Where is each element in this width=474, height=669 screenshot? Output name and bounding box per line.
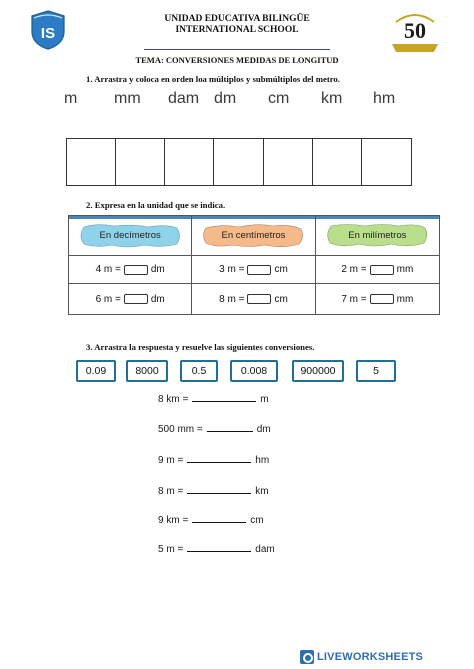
unit-token-cm[interactable]: cm — [268, 90, 290, 107]
answer-input[interactable] — [370, 265, 394, 275]
answer-drop-line[interactable] — [192, 514, 246, 523]
question-1-prompt: 1. Arrastra y coloca en orden loa múltiplos y submúltiplos del metro. — [86, 74, 340, 84]
unit-token-km[interactable]: km — [321, 90, 343, 107]
conversion-cell: 4 m = dm — [69, 256, 192, 284]
answer-chips — [0, 360, 474, 384]
answer-drop-line[interactable] — [187, 454, 251, 463]
school-logo-text: IS — [40, 25, 56, 42]
drop-zone-5[interactable] — [264, 139, 313, 185]
unit-token-m[interactable]: m — [64, 90, 78, 107]
unit-token-dam[interactable]: dam — [168, 90, 200, 107]
answer-input[interactable] — [370, 294, 394, 304]
header-divider — [144, 49, 330, 50]
answer-drop-line[interactable] — [187, 543, 251, 552]
order-drop-zones — [66, 138, 412, 186]
header-decimetros — [69, 216, 192, 256]
answer-drop-line[interactable] — [207, 423, 253, 432]
answer-chip[interactable]: 5 — [356, 360, 396, 382]
drop-zone-3[interactable] — [165, 139, 214, 185]
exercise-row: 5 m = dam — [158, 544, 275, 555]
unit-token-mm[interactable]: mm — [114, 90, 141, 107]
exercise-row: 8 km = m — [158, 394, 269, 405]
question-3-prompt: 3. Arrastra la respuesta y resuelve las siguientes conversiones. — [86, 342, 315, 352]
school-logo — [30, 10, 66, 50]
drop-zone-1[interactable] — [67, 139, 116, 185]
worksheet-topic: TEMA: CONVERSIONES MEDIDAS DE LONGITUD — [135, 55, 339, 65]
answer-chip[interactable]: 900000 — [292, 360, 344, 382]
question-2-prompt: 2. Expresa en la unidad que se indica. — [86, 200, 226, 210]
conversion-cell: 6 m = dm — [69, 284, 192, 314]
drop-zone-4[interactable] — [214, 139, 263, 185]
footer-brand: LIVEWORKSHEETS — [317, 651, 424, 663]
unit-token-dm[interactable]: dm — [214, 90, 237, 107]
answer-drop-line[interactable] — [192, 393, 256, 402]
drop-zone-7[interactable] — [362, 139, 411, 185]
answer-chip[interactable]: 0.09 — [76, 360, 116, 382]
conversion-table — [68, 215, 440, 315]
anniversary-badge — [388, 8, 442, 58]
answer-chip[interactable]: 8000 — [126, 360, 168, 382]
answer-input[interactable] — [124, 265, 148, 275]
school-name — [100, 14, 374, 36]
answer-input[interactable] — [247, 294, 271, 304]
school-name-line2: INTERNATIONAL SCHOOL — [175, 25, 299, 35]
header-label-milimetros: En milímetros — [348, 230, 407, 241]
header-label-centimetros: En centímetros — [221, 230, 286, 241]
answer-drop-line[interactable] — [187, 485, 251, 494]
exercise-row: 9 km = cm — [158, 515, 264, 526]
conversion-cell: 7 m = mm — [341, 293, 414, 305]
exercise-row: 9 m = hm — [158, 455, 270, 466]
header-milimetros — [316, 216, 439, 256]
conversion-cell: 3 m = cm — [192, 256, 315, 284]
answer-input[interactable] — [247, 265, 271, 275]
answer-chip[interactable]: 0.5 — [180, 360, 218, 382]
conversion-cell: 2 m = mm — [316, 256, 439, 284]
answer-chip[interactable]: 0.008 — [230, 360, 278, 382]
drop-zone-6[interactable] — [313, 139, 362, 185]
liveworksheets-logo-icon — [300, 650, 314, 664]
exercise-row: 500 mm = dm — [158, 424, 271, 435]
badge-number: 50 — [404, 18, 426, 43]
header-centimetros — [192, 216, 315, 256]
answer-input[interactable] — [124, 294, 148, 304]
drop-zone-2[interactable] — [116, 139, 165, 185]
exercise-row: 8 m = km — [158, 486, 269, 497]
liveworksheets-footer — [300, 648, 470, 666]
unit-token-hm[interactable]: hm — [373, 90, 396, 107]
conversion-cell: 8 m = cm — [192, 284, 315, 314]
unit-tokens — [0, 90, 474, 112]
school-name-line1: UNIDAD EDUCATIVA BILINGÜE — [164, 14, 310, 24]
header-label-decimetros: En decímetros — [99, 230, 161, 241]
